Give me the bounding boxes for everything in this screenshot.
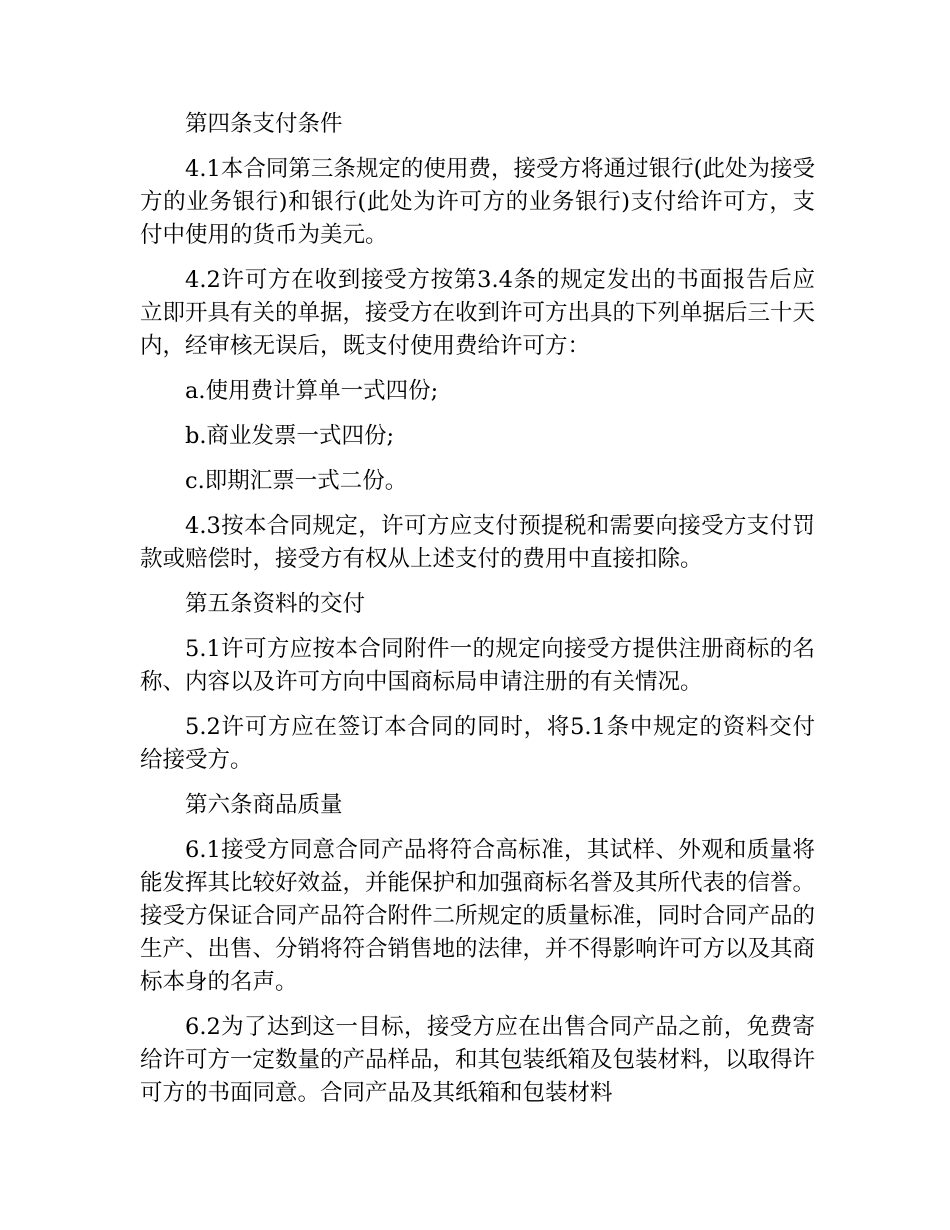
clause-6-1: 6.1接受方同意合同产品将符合高标准，其试样、外观和质量将能发挥其比较好效益，并能保护和加强商标名誉及其所代表的信誉。接受方保证合同产品符合附件二所规定的质量标准，同时合同产品的生产、出售、分销将符合销售地的法律，并不得影响许可方以及其商标本身的名声。 xyxy=(140,837,816,995)
clause-4-1: 4.1本合同第三条规定的使用费，接受方将通过银行(此处为接受方的业务银行)和银行(此处为许可方的业务银行)支付给许可方，支付中使用的货币为美元。 xyxy=(140,156,815,248)
list-item-b: b.商业发票一式四份; xyxy=(185,423,395,449)
heading-article-6: 第六条商品质量 xyxy=(185,792,343,818)
clause-5-1: 5.1许可方应按本合同附件一的规定向接受方提供注册商标的名称、内容以及许可方向中国商标局申请注册的有关情况。 xyxy=(140,636,815,695)
list-item-c: c.即期汇票一式二份。 xyxy=(185,468,408,494)
clause-6-2: 6.2为了达到这一目标，接受方应在出售合同产品之前，免费寄给许可方一定数量的产品样品，和其包装纸箱及包装材料，以取得许可方的书面同意。合同产品及其纸箱和包装材料 xyxy=(140,1014,816,1106)
document-page xyxy=(140,108,815,1122)
clause-5-2: 5.2许可方应在签订本合同的同时，将5.1条中规定的资料交付给接受方。 xyxy=(140,714,815,773)
list-item-a: a.使用费计算单一式四份; xyxy=(185,378,439,404)
clause-4-3: 4.3按本合同规定，许可方应支付预提税和需要向接受方支付罚款或赔偿时，接受方有权从上述支付的费用中直接扣除。 xyxy=(140,513,815,572)
heading-article-5: 第五条资料的交付 xyxy=(185,591,366,617)
heading-article-4: 第四条支付条件 xyxy=(185,111,343,137)
clause-4-2: 4.2许可方在收到接受方按第3.4条的规定发出的书面报告后应立即开具有关的单据，接受方在收到许可方出具的下列单据后三十天内，经审核无误后，既支付使用费给许可方： xyxy=(140,267,816,359)
